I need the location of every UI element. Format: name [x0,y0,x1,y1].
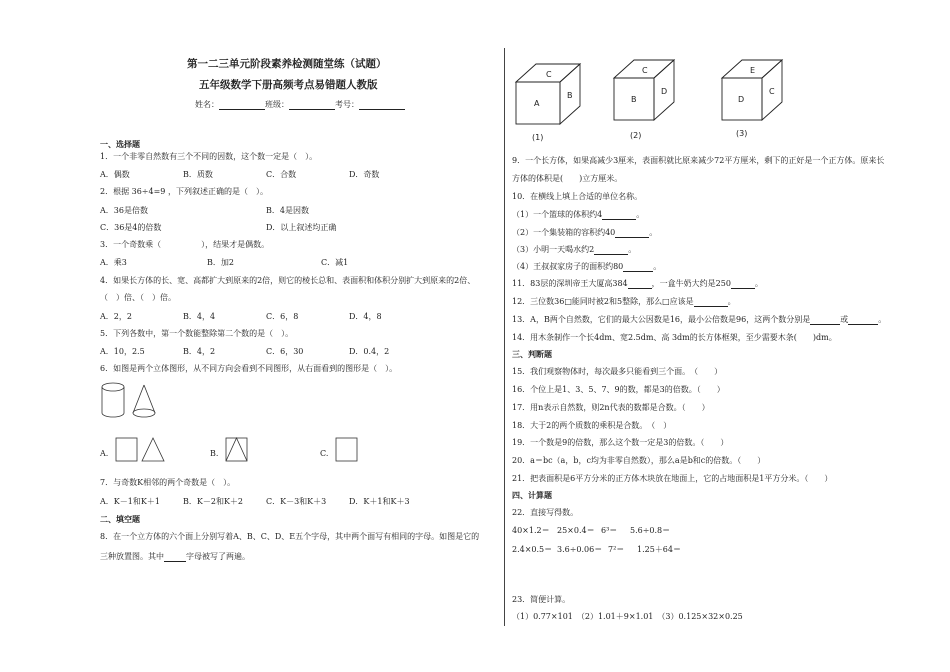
question-5: 5．下列各数中，第一个数能整除第二个数的是（ ）。 [100,329,294,338]
cube-1-side-letter: B [567,91,573,100]
triangle-inside-shape [226,438,247,461]
q5-option-c[interactable]: C．6，30 [266,347,304,356]
question-15: 15．我们观察物体时，每次最多只能看到三个面。 （ ） [512,367,723,376]
q22-row-2-item-4: 1.25＋64＝ [637,545,681,554]
question-1: 1．一个非零自然数有三个不同的因数，这个数一定是（ ）。 [100,152,318,161]
q1-option-d[interactable]: D．奇数 [349,170,380,179]
question-4-line-1: 4．如果长方体的长、宽、高都扩大到原来的2倍，则它的棱长总和、表面积和体积分别扩大到原来的2倍、 [100,276,476,285]
q12-text: 12．三位数36□能同时被2和5整除，那么□应该是 [512,297,694,306]
q10-item-2-text: （2）一个集装箱的容积约40 [512,228,616,237]
question-9-line-2: 方体的体积是( )立方厘米。 [512,174,623,183]
cube-3-top-letter: E [750,66,756,75]
question-19: 19．一个数是9的倍数，那么这个数一定是3的倍数。（ ） [512,438,729,447]
question-17: 17．用n表示自然数，则2n代表的数都是合数。（ ） [512,403,710,412]
q6-option-a-label[interactable]: A. [100,449,109,458]
q10-item-1-blank[interactable] [602,211,636,220]
title-line-1: 第一二三单元阶段素养检测随堂练（试题） [187,58,387,70]
q8-text-start: 三种放置图。其中 [100,552,164,561]
square-shape [336,438,357,461]
q5-option-d[interactable]: D．0.4，2 [349,347,390,356]
question-8-line-2 [100,552,250,562]
square-shape [226,438,247,461]
q10-item-1: （1）一个篮球的体积约4 。 [512,210,645,219]
title-line-2: 五年级数学下册高频考点易错题人教版 [199,79,378,91]
q10-item-2-blank[interactable] [615,229,649,238]
cylinder-cone-figure [100,382,170,422]
cube-3 [722,60,782,138]
q13-or-text: 或 [840,315,849,324]
q10-item-3-blank[interactable] [594,246,628,255]
name-blank[interactable] [219,101,265,110]
section-fill-blank: 二、填空题 [100,515,140,524]
question-22: 22．直接写得数。 [512,508,579,517]
cone-shape [133,385,155,417]
q10-item-4: （4）王叔叔家房子的面积约80 。 [512,262,662,271]
section-judge: 三、判断题 [512,350,552,359]
q6-option-a-figure [115,437,175,463]
q2-option-a[interactable]: A．36是倍数 [100,206,148,215]
q11-text-mid: ，一盒牛奶大约是250 [651,279,731,288]
q4-option-b[interactable]: B．4，4 [183,312,216,321]
q23-items: （1）0.77×101 （2）1.01＋9×1.01 （3）0.125×32×0.25 [512,612,743,621]
cube-2-side-letter: D [661,87,668,96]
q1-option-b[interactable]: B．质数 [183,170,213,179]
q1-option-a[interactable]: A．偶数 [100,170,130,179]
q5-option-a[interactable]: A．10，2.5 [100,347,145,356]
q22-row-2-item-1: 2.4×0.5＝ [512,545,553,554]
q22-row-1-item-3: 6³＝ [601,526,618,535]
question-3: 3．一个奇数乘（ ），结果才是偶数。 [100,240,270,249]
question-8-line-1: 8．在一个立方体的六个面上分别写着A、B、C、D、E五个字母，其中两个面写有相同的字母。如图是它的 [100,532,480,541]
question-2: 2．根据 36÷4=9 ，下列叙述正确的是（ ）。 [100,187,268,196]
cube-3-caption: (3) [736,129,748,138]
left-column [95,0,500,672]
question-7: 7．与奇数K相邻的两个奇数是（ ）。 [100,478,236,487]
student-info-line [195,100,405,110]
triangle-shape [142,438,164,461]
q7-option-a[interactable]: A．K－1和K＋1 [100,497,160,506]
q13-blank-2[interactable] [848,316,878,325]
cube-1-caption: (1) [532,133,544,142]
q7-option-c[interactable]: C．K－3和K＋3 [266,497,327,506]
class-blank[interactable] [289,101,335,110]
q7-option-b[interactable]: B．K－2和K＋2 [183,497,244,506]
square-shape [116,438,137,461]
q3-option-a[interactable]: A．乘3 [100,258,127,267]
q4-option-a[interactable]: A．2，2 [100,312,132,321]
cube-3-front-letter: D [738,95,745,104]
q11-blank-2[interactable] [731,280,755,289]
cube-2 [614,60,674,140]
q6-option-b-figure [225,437,255,463]
cube-2-top-letter: C [642,66,648,75]
q7-option-d[interactable]: D．K＋1和K＋3 [349,497,410,506]
q5-option-b[interactable]: B．4，2 [183,347,216,356]
q12-blank[interactable] [694,298,728,307]
cube-1-top-letter: C [546,70,552,79]
section-choice: 一、选择题 [100,140,140,149]
name-label: 姓名： [195,100,219,109]
cube-1 [516,64,580,142]
q10-item-4-blank[interactable] [623,263,653,272]
question-20: 20．a＝bc（a，b，c均为非零自然数），那么a是b和c的倍数。（ ） [512,456,766,465]
section-calculation: 四、计算题 [512,491,552,500]
question-12: 12．三位数36□能同时被2和5整除，那么□应该是 。 [512,297,736,306]
q11-text-start: 11．83层的深圳帝王大厦高384 [512,279,628,288]
question-10: 10．在横线上填上合适的单位名称。 [512,192,643,201]
q10-item-4-text: （4）王叔叔家房子的面积约80 [512,262,624,271]
cube-2-front-letter: B [631,95,637,104]
q6-option-c-figure [335,437,365,463]
q3-option-c[interactable]: C．减1 [321,258,349,267]
q13-blank-1[interactable] [810,316,840,325]
q6-option-c-label[interactable]: C. [320,449,329,458]
q2-option-c[interactable]: C．36是4的倍数 [100,223,162,232]
q8-answer-blank[interactable] [164,553,186,562]
question-23: 23．简便计算。 [512,595,571,604]
q4-option-c[interactable]: C．6，8 [266,312,299,321]
question-11: 11．83层的深圳帝王大厦高384 ，一盒牛奶大约是250 。 [512,279,763,288]
question-13: 13．A，B两个自然数，它们的最大公因数是16，最小公倍数是96，这两个数分别是 或 。 [512,315,887,324]
question-6: 6．如图是两个立体图形，从不同方向会看到不同图形，从右面看到的图形是（ ）。 [100,364,398,373]
three-cubes-figure [510,52,775,142]
question-18: 18．大于2的两个质数的乘积是合数。 （ ） [512,421,672,430]
q1-option-c[interactable]: C．合数 [266,170,297,179]
cube-3-side-letter: C [769,87,775,96]
number-label: 考号： [335,100,359,109]
number-blank[interactable] [359,101,405,110]
question-4-line-2: （ ）倍、（ ）倍。 [100,293,176,302]
q11-blank-1[interactable] [628,280,652,289]
q10-item-3: （3）小明一天喝水约2 。 [512,245,637,254]
q22-row-2-item-3: 7²＝ [608,545,625,554]
question-9-line-1: 9．一个长方体，如果高减少3厘米，表面积就比原来减少72平方厘米，剩下的正好是一个正方体。原来长 [512,156,885,165]
cube-2-caption: (2) [630,131,642,140]
q2-option-d[interactable]: D．以上叙述均正确 [266,223,337,232]
cylinder-shape [102,383,124,417]
q22-row-1-item-4: 5.6÷0.8＝ [630,526,671,535]
q6-option-b-label[interactable]: B. [210,449,219,458]
q2-option-b[interactable]: B．4是因数 [266,206,309,215]
q8-text-end: 字母被写了两遍。 [186,552,250,561]
q22-row-1-item-1: 40×1.2＝ [512,526,550,535]
q3-option-b[interactable]: B．加2 [207,258,234,267]
question-21: 21．把表面积是6平方分米的正方体木块放在地面上，它的占地面积是1平方分米。（ ） [512,474,833,483]
class-label: 班级： [265,100,289,109]
q22-row-1-item-2: 25×0.4＝ [557,526,595,535]
q10-item-1-text: （1）一个篮球的体积约4 [512,210,603,219]
cube-1-front-letter: A [534,99,540,108]
q10-item-3-text: （3）小明一天喝水约2 [512,245,595,254]
q4-option-d[interactable]: D．4，8 [349,312,382,321]
question-14: 14．用木条制作一个长4dm、宽2.5dm、高 3dm的长方体框架，至少需要木条( )dm。 [512,333,837,342]
q13-text: 13．A，B两个自然数，它们的最大公因数是16，最小公倍数是96，这两个数分别是 [512,315,811,324]
q10-item-2: （2）一个集装箱的容积约40 。 [512,228,658,237]
right-column [510,0,905,672]
question-16: 16．个位上是1、3、5、7、9的数，都是3的倍数。（ ） [512,385,725,394]
q22-row-2-item-2: 3.6÷0.06＝ [557,545,603,554]
column-divider [504,48,505,626]
